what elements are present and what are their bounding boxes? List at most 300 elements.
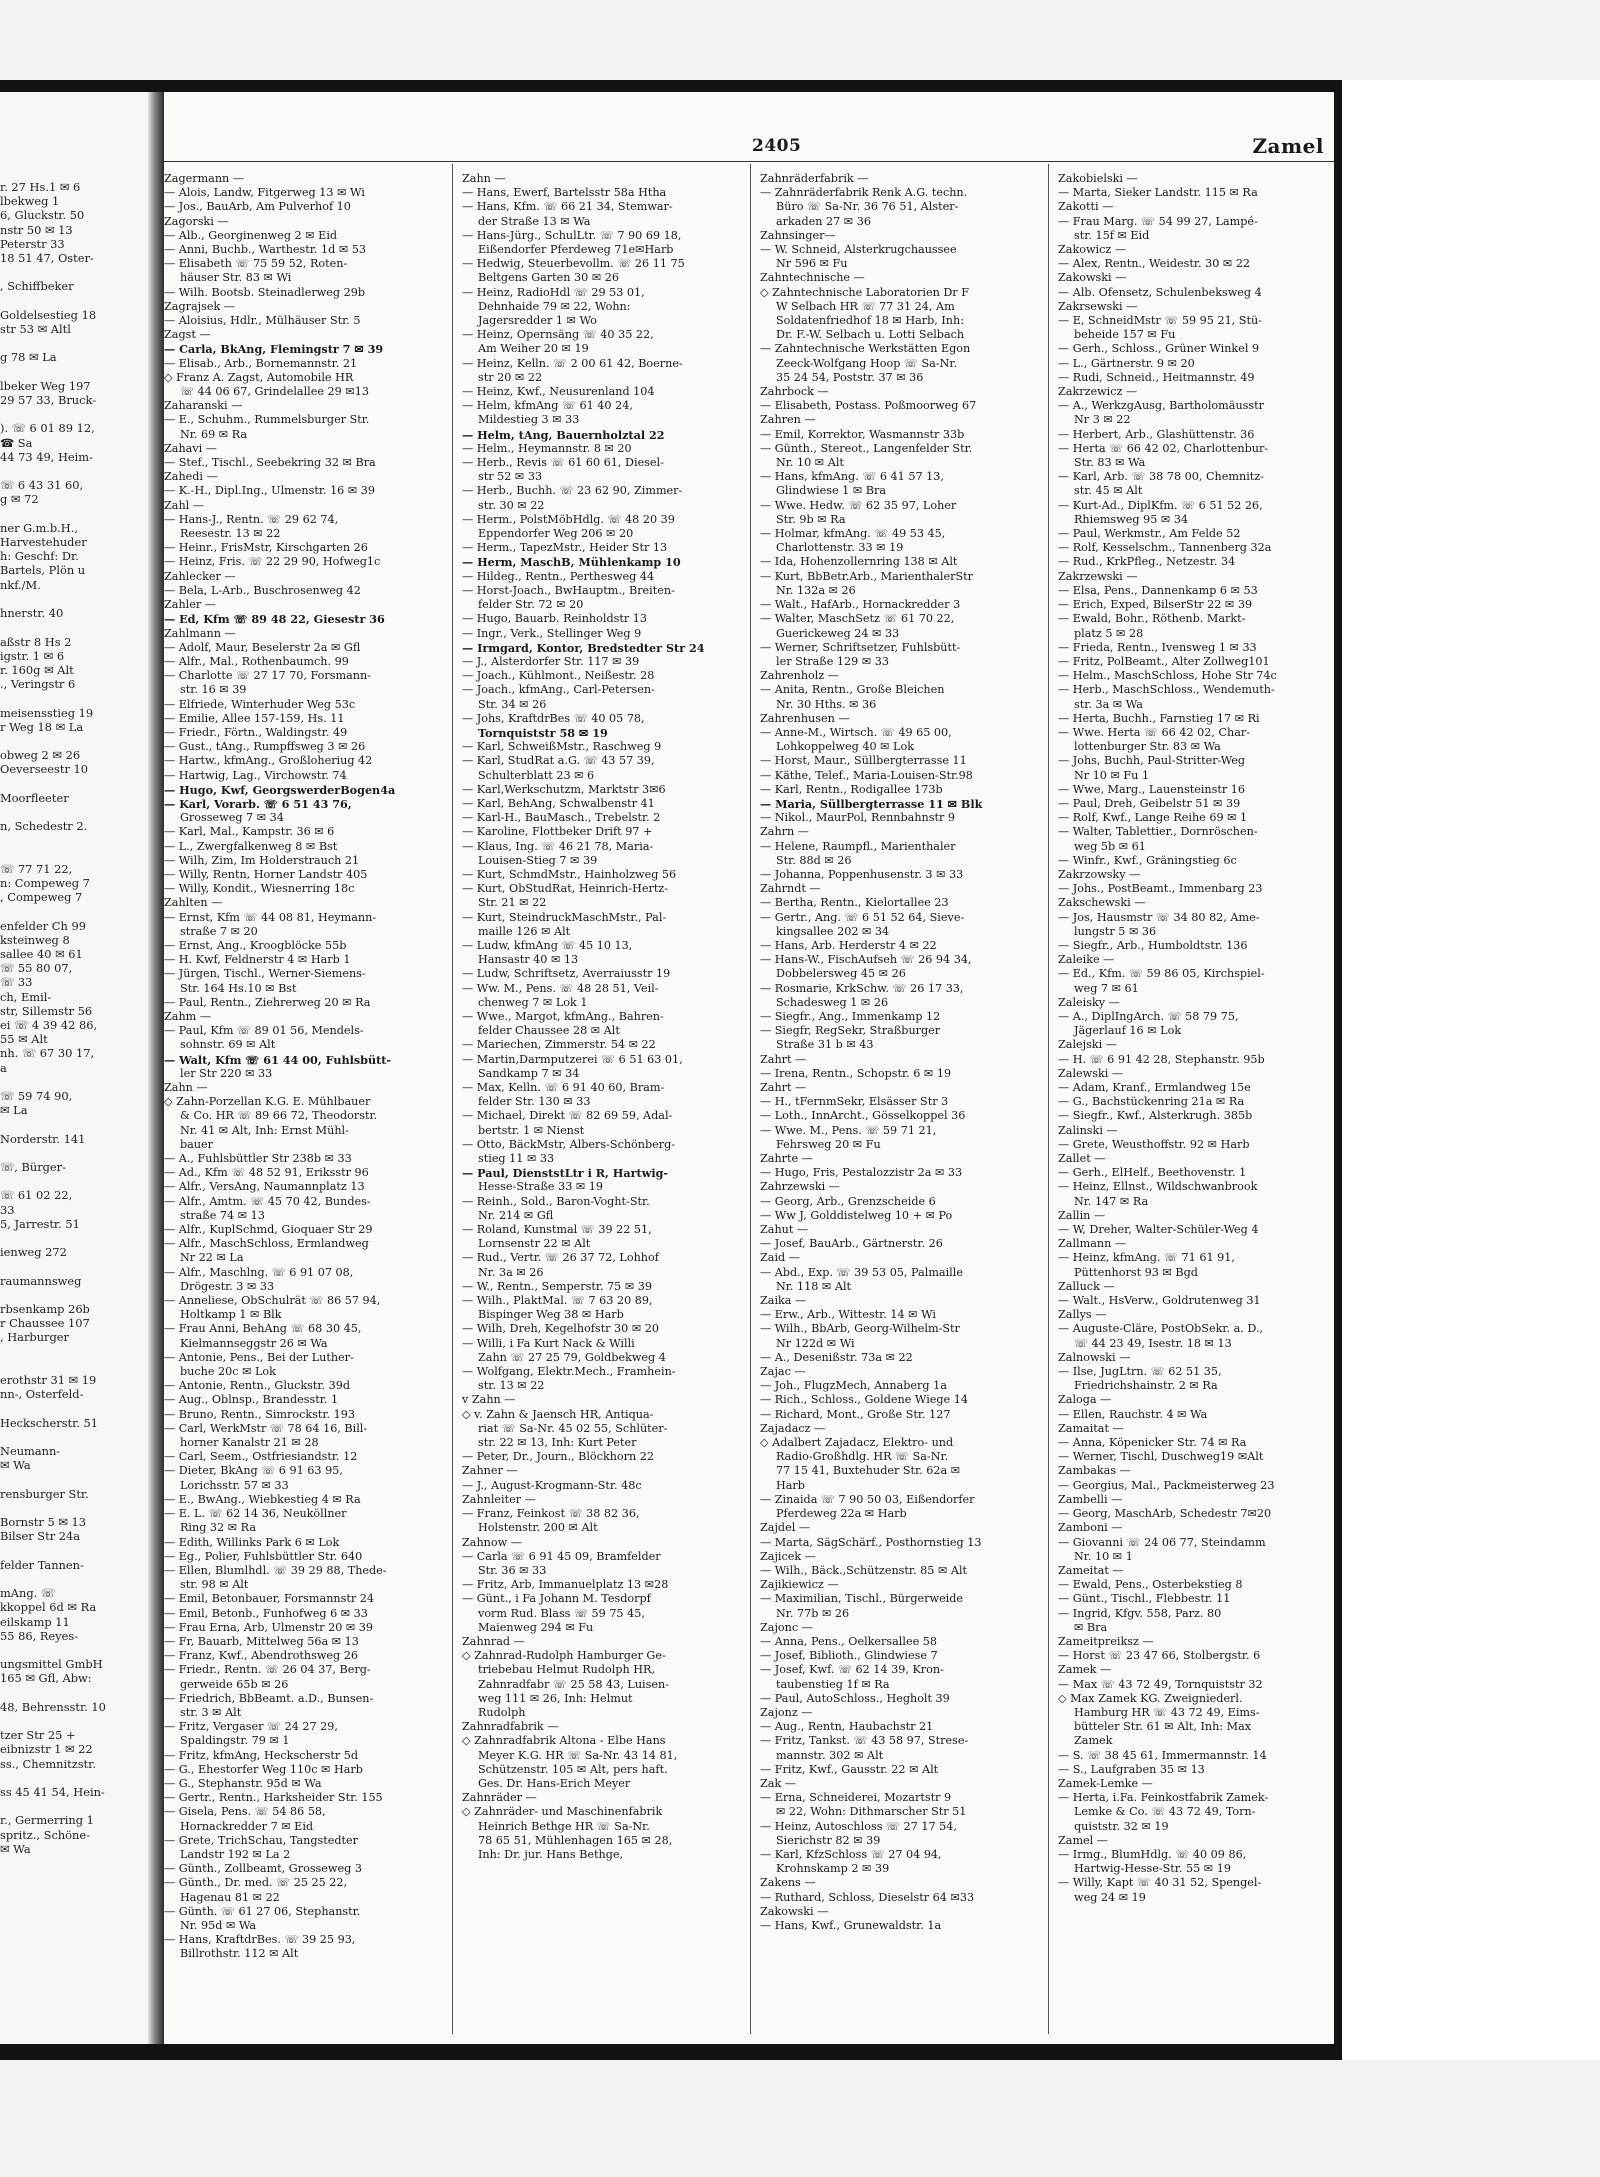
surname-heading: Zaid — bbox=[760, 1251, 800, 1265]
fragment-line: ksteinweg 8 bbox=[0, 932, 70, 947]
directory-entry-line: — Heinz, Ellnst., Wildschwanbrook bbox=[1058, 1180, 1258, 1194]
directory-entry-line: Nr 22 ✉ La bbox=[180, 1251, 244, 1265]
directory-entry-line: — Georg, MaschArb, Schedestr 7✉20 bbox=[1058, 1507, 1272, 1521]
directory-entry-line: — Johs, Buchh, Paul-Stritter-Weg bbox=[1058, 754, 1246, 768]
directory-entry-line: Bispinger Weg 38 ✉ Harb bbox=[478, 1308, 624, 1322]
directory-entry-line: — Irmg., BlumHdlg. ☏ 40 09 86, bbox=[1058, 1847, 1247, 1861]
directory-entry-line: — Carl, Seem., Ostfriesiandstr. 12 bbox=[164, 1450, 358, 1464]
fragment-line: Goldelsestieg 18 bbox=[0, 307, 97, 322]
surname-heading: Zakrzewicz — bbox=[1058, 385, 1138, 399]
directory-entry-line: — Günth. ☏ 61 27 06, Stephanstr. bbox=[164, 1904, 361, 1918]
directory-entry-line: — Hans, kfmAng. ☏ 6 41 57 13, bbox=[760, 470, 944, 484]
directory-entry-line: — Emilie, Allee 157-159, Hs. 11 bbox=[164, 711, 345, 725]
directory-entry-line: — E., Schuhm., Rummelsburger Str. bbox=[164, 413, 370, 427]
directory-entry-line: — Joach., kfmAng., Carl-Petersen- bbox=[462, 683, 655, 697]
directory-entry-line: — Klaus, Ing. ☏ 46 21 78, Maria- bbox=[462, 839, 654, 853]
directory-entry-line: — J., August-Krogmann-Str. 48c bbox=[462, 1478, 642, 1492]
directory-entry-line: str 52 ✉ 33 bbox=[478, 470, 543, 484]
directory-entry-line: — K.-H., Dipl.Ing., Ulmenstr. 16 ✉ 39 bbox=[164, 484, 376, 498]
directory-entry-line: — Maria, Süllbergterrasse 11 ✉ Blk bbox=[760, 796, 983, 811]
directory-entry-line: — Hugo, Fris, Pestalozzistr 2a ✉ 33 bbox=[760, 1166, 963, 1180]
surname-heading: Zajicek — bbox=[760, 1549, 816, 1563]
directory-entry-line: — Erw., Arb., Wittestr. 14 ✉ Wi bbox=[760, 1308, 936, 1322]
surname-heading: Zahnradfabrik — bbox=[462, 1720, 559, 1734]
directory-entry-line: — Ed, Kfm ☏ 89 48 22, Giesestr 36 bbox=[164, 612, 385, 627]
surname-heading: Zakens — bbox=[760, 1876, 816, 1890]
fragment-line: Harvestehuder bbox=[0, 535, 87, 550]
directory-entry-line: — Ed., Kfm. ☏ 59 86 05, Kirchspiel- bbox=[1058, 967, 1265, 981]
directory-entry-line: Str. 164 Hs.10 ✉ Bst bbox=[180, 981, 297, 995]
directory-entry-line: häuser Str. 83 ✉ Wi bbox=[180, 271, 292, 285]
directory-entry-line: — Anna, Köpenicker Str. 74 ✉ Ra bbox=[1058, 1436, 1247, 1450]
surname-heading: Zajac — bbox=[760, 1365, 806, 1379]
directory-entry-line: — Roland, Kunstmal ☏ 39 22 51, bbox=[462, 1223, 652, 1237]
directory-entry-line: Radio-Großhdlg. HR ☏ Sa-Nr. bbox=[776, 1450, 949, 1464]
surname-heading: Zahren — bbox=[760, 413, 816, 427]
directory-entry-line: — Ingr., Verk., Stellinger Weg 9 bbox=[462, 626, 642, 640]
directory-entry-line: — Alfr., Maschlng. ☏ 6 91 07 08, bbox=[164, 1265, 354, 1279]
surname-heading: Zahnrad — bbox=[462, 1634, 525, 1648]
directory-entry-line: Str. 34 ✉ 26 bbox=[478, 697, 547, 711]
fragment-line bbox=[0, 833, 148, 847]
directory-entry-line: — G., Stephanstr. 95d ✉ Wa bbox=[164, 1776, 322, 1790]
directory-entry-line: — Gertr., Ang. ☏ 6 51 52 64, Sieve- bbox=[760, 910, 965, 924]
directory-entry-line: Soldatenfriedhof 18 ✉ Harb, Inh: bbox=[776, 314, 964, 328]
surname-heading: Zallin — bbox=[1058, 1208, 1106, 1222]
directory-entry-line: — Karl, BehAng, Schwalbenstr 41 bbox=[462, 796, 655, 810]
directory-entry-line: Friedrichshainstr. 2 ✉ Ra bbox=[1074, 1379, 1218, 1393]
directory-entry-line: Str. 9b ✉ Ra bbox=[776, 512, 846, 526]
directory-entry-line: platz 5 ✉ 28 bbox=[1074, 626, 1144, 640]
directory-entry-line: Grosseweg 7 ✉ 34 bbox=[180, 811, 284, 825]
directory-entry-line: — Max, Kelln. ☏ 6 91 40 60, Bram- bbox=[462, 1081, 665, 1094]
fragment-line: meisensstieg 19 bbox=[0, 705, 94, 720]
directory-entry-line: — Joach., Kühlmont., Neißestr. 28 bbox=[462, 669, 655, 683]
fragment-line: 5, Jarrestr. 51 bbox=[0, 1216, 80, 1231]
fragment-line bbox=[0, 805, 148, 819]
surname-heading: Zak — bbox=[760, 1776, 796, 1790]
directory-entry-line: — Friedrich, BbBeamt. a.D., Bunsen- bbox=[164, 1691, 374, 1705]
fragment-line: r Chaussee 107 bbox=[0, 1316, 90, 1331]
directory-entry-line: Hesse-Straße 33 ✉ 19 bbox=[478, 1180, 604, 1194]
directory-entry-line: Nr. 30 Hths. ✉ 36 bbox=[776, 697, 877, 711]
surname-heading: Zalnowski — bbox=[1058, 1350, 1131, 1364]
directory-entry-line: — Ernst, Ang., Kroogblöcke 55b bbox=[164, 938, 347, 952]
directory-entry-line: — Paul, Kfm ☏ 89 01 56, Mendels- bbox=[164, 1024, 364, 1038]
fragment-line: ☎ Sa bbox=[0, 435, 33, 450]
directory-entry-line: — Rosmarie, KrkSchw. ☏ 26 17 33, bbox=[760, 981, 964, 995]
directory-entry-line: — Walter, Tablettier., Dornröschen- bbox=[1058, 825, 1258, 839]
directory-entry-line: — Willy, Rentn, Horner Landstr 405 bbox=[164, 867, 368, 881]
fragment-line bbox=[0, 1686, 148, 1700]
directory-entry-line: — Gerh., ElHelf., Beethovenstr. 1 bbox=[1058, 1166, 1247, 1180]
scan-bottom-margin bbox=[0, 2060, 1600, 2177]
directory-entry-line: Nr. 41 ✉ Alt, Inh: Ernst Mühl- bbox=[180, 1123, 349, 1137]
directory-entry-line: — Frau Erna, Arb, Ulmenstr 20 ✉ 39 bbox=[164, 1620, 374, 1634]
surname-heading: Zahm — bbox=[164, 1009, 212, 1023]
directory-entry-line: — Fritz, Tankst. ☏ 43 58 97, Strese- bbox=[760, 1734, 969, 1748]
directory-entry-line: — S. ☏ 38 45 61, Immermannstr. 14 bbox=[1058, 1748, 1267, 1762]
directory-entry-line: vorm Rud. Blass ☏ 59 75 45, bbox=[478, 1606, 645, 1620]
fragment-line bbox=[0, 1401, 148, 1415]
directory-entry-line: — Alois, Landw, Fitgerweg 13 ✉ Wi bbox=[164, 186, 365, 200]
directory-entry-line: — Ww J, Golddistelweg 10 + ✉ Po bbox=[760, 1208, 953, 1222]
directory-entry-line: — Anne-M., Wirtsch. ☏ 49 65 00, bbox=[760, 725, 952, 739]
directory-entry-line: — Bertha, Rentn., Kielortallee 23 bbox=[760, 896, 949, 910]
directory-entry-line: — Ad., Kfm ☏ 48 52 91, Eriksstr 96 bbox=[164, 1166, 369, 1180]
directory-entry-line: weg 111 ✉ 26, Inh: Helmut bbox=[478, 1691, 633, 1705]
directory-entry-line: Dr. F.-W. Selbach u. Lotti Selbach bbox=[776, 328, 965, 342]
directory-entry-line: Jägerlauf 16 ✉ Lok bbox=[1074, 1024, 1182, 1038]
directory-entry-line: — Hans-J., Rentn. ☏ 29 62 74, bbox=[164, 512, 339, 526]
directory-entry-line: — H. ☏ 6 91 42 28, Stephanstr. 95b bbox=[1058, 1052, 1265, 1066]
fragment-line: r Weg 18 ✉ La bbox=[0, 719, 84, 734]
directory-entry-line: mannstr. 302 ✉ Alt bbox=[776, 1748, 884, 1762]
directory-entry-line: — Alex, Rentn., Weidestr. 30 ✉ 22 bbox=[1058, 257, 1251, 271]
directory-entry-line: ☏ 44 06 67, Grindelallee 29 ✉13 bbox=[180, 385, 369, 399]
fragment-line bbox=[0, 1771, 148, 1785]
directory-entry-line: — Hildeg., Rentn., Perthesweg 44 bbox=[462, 569, 655, 583]
directory-entry-line: — Friedr., Förtn., Waldingstr. 49 bbox=[164, 725, 348, 739]
directory-entry-line: — Karl, SchweißMstr., Raschweg 9 bbox=[462, 740, 662, 754]
directory-entry-line: str. 16 ✉ 39 bbox=[180, 683, 247, 697]
fragment-line: 29 57 33, Bruck- bbox=[0, 393, 97, 408]
surname-heading: v Zahn — bbox=[462, 1393, 516, 1407]
directory-entry-line: Beltgens Garten 30 ✉ 26 bbox=[478, 271, 619, 285]
directory-entry-line: sohnstr. 69 ✉ Alt bbox=[180, 1038, 276, 1052]
directory-entry-line: — Grete, Weusthoffstr. 92 ✉ Harb bbox=[1058, 1137, 1250, 1151]
directory-entry-line: Hansastr 40 ✉ 13 bbox=[478, 953, 579, 967]
directory-entry-line: — Jürgen, Tischl., Werner-Siemens- bbox=[164, 967, 366, 981]
directory-entry-line: Jagersredder 1 ✉ Wo bbox=[478, 314, 597, 328]
directory-entry-line: — Winfr., Kwf., Gräningstieg 6c bbox=[1058, 853, 1237, 867]
fragment-line: igstr. 1 ✉ 6 bbox=[0, 648, 65, 663]
surname-heading: Zaharanski — bbox=[164, 399, 243, 413]
directory-entry-line: — Werner, Tischl, Duschweg19 ✉Alt bbox=[1058, 1450, 1264, 1464]
directory-entry-line: — Hans, Kwf., Grunewaldstr. 1a bbox=[760, 1918, 942, 1932]
surname-heading: Zahlten — bbox=[164, 896, 223, 910]
directory-entry-line: — Charlotte ☏ 27 17 70, Forsmann- bbox=[164, 669, 371, 683]
directory-entry-line: — Siegfr., Kwf., Alsterkrugh. 385b bbox=[1058, 1109, 1253, 1123]
fragment-line bbox=[0, 1501, 148, 1515]
fragment-line bbox=[0, 620, 148, 634]
directory-entry-line: — Paul, DienststLtr i R, Hartwig- bbox=[462, 1166, 669, 1181]
directory-entry-line: — Günth., Zollbeamt, Grosseweg 3 bbox=[164, 1862, 362, 1876]
fragment-line: 165 ✉ Gfl, Abw: bbox=[0, 1671, 92, 1686]
directory-entry-line: — Heinz, Fris. ☏ 22 29 90, Hofweg1c bbox=[164, 555, 381, 569]
surname-heading: Zallmann — bbox=[1058, 1237, 1127, 1251]
directory-entry-line: str. 98 ✉ Alt bbox=[180, 1578, 249, 1592]
fragment-line: aßstr 8 Hs 2 bbox=[0, 634, 72, 649]
surname-heading: Zallet — bbox=[1058, 1152, 1106, 1166]
directory-page bbox=[164, 92, 1334, 2044]
fragment-line: n: Compeweg 7 bbox=[0, 875, 90, 890]
directory-entry-line: Krohnskamp 2 ✉ 39 bbox=[776, 1862, 890, 1876]
directory-entry-line: — Helm, kfmAng ☏ 61 40 24, bbox=[462, 399, 633, 413]
directory-entry-line: Holstenstr. 200 ✉ Alt bbox=[478, 1521, 598, 1535]
directory-entry-line: str. 22 ✉ 13, Inh: Kurt Peter bbox=[478, 1436, 637, 1450]
directory-entry-line: horner Kanalstr 21 ✉ 28 bbox=[180, 1436, 319, 1450]
directory-entry-line: — Rich., Schloss., Goldene Wiege 14 bbox=[760, 1393, 968, 1407]
directory-entry-line: stieg 11 ✉ 33 bbox=[478, 1152, 555, 1166]
directory-entry-line: — Wilh., PlaktMal. ☏ 7 63 20 89, bbox=[462, 1294, 653, 1308]
directory-entry-line: — Gust., tAng., Rumpffsweg 3 ✉ 26 bbox=[164, 740, 366, 754]
fragment-line: a bbox=[0, 1060, 7, 1075]
directory-entry-line: — Jos., BauArb, Am Pulverhof 10 bbox=[164, 200, 351, 214]
fragment-line: enfelder Ch 99 bbox=[0, 918, 86, 933]
directory-entry-line: — Kurt, BbBetr.Arb., MarienthalerStr bbox=[760, 569, 973, 583]
directory-entry-line: str. 15f ✉ Eid bbox=[1074, 228, 1150, 242]
directory-entry-line: beheide 157 ✉ Fu bbox=[1074, 328, 1176, 342]
directory-entry-line: — Elsa, Pens., Dannenkamp 6 ✉ 53 bbox=[1058, 583, 1258, 597]
fragment-line: mAng. ☏ bbox=[0, 1586, 56, 1601]
directory-entry-line: — Ludw, Schriftsetz, Averraiusstr 19 bbox=[462, 967, 671, 981]
directory-entry-line: — Wilh, Dreh, Kegelhofstr 30 ✉ 20 bbox=[462, 1322, 659, 1336]
directory-entry-line: — Wwe. M., Pens. ☏ 59 71 21, bbox=[760, 1123, 937, 1137]
directory-entry-line: Schadesweg 1 ✉ 26 bbox=[776, 995, 889, 1009]
directory-entry-line: — Kurt-Ad., DiplKfm. ☏ 6 51 52 26, bbox=[1058, 498, 1263, 512]
left-page-fragment bbox=[0, 92, 148, 2044]
directory-entry-line: Heinrich Bethge HR ☏ Sa-Nr. bbox=[478, 1819, 650, 1833]
directory-entry-line: — A., WerkzgAusg, Bartholomäusstr bbox=[1058, 399, 1264, 413]
directory-entry-line: Hartwig-Hesse-Str. 55 ✉ 19 bbox=[1074, 1862, 1231, 1876]
fragment-line: kkoppel 6d ✉ Ra bbox=[0, 1600, 97, 1615]
surname-heading: Zameitpreiksz — bbox=[1058, 1634, 1154, 1648]
fragment-line: , Compeweg 7 bbox=[0, 890, 83, 905]
directory-entry-line: — Holmar, kfmAng. ☏ 49 53 45, bbox=[760, 527, 946, 541]
fragment-line: ., Veringstr 6 bbox=[0, 677, 76, 692]
directory-entry-line: Lorichsstr. 57 ✉ 33 bbox=[180, 1478, 289, 1492]
surname-heading: Zahnsinger— bbox=[760, 228, 836, 242]
directory-entry-line: Nr. 3a ✉ 26 bbox=[478, 1265, 544, 1279]
fragment-line: ner G.m.b.H., bbox=[0, 520, 78, 535]
fragment-line: rbsenkamp 26b bbox=[0, 1302, 90, 1317]
surname-heading: Zahrzewski — bbox=[760, 1180, 840, 1194]
directory-entry-line: — Willy, Kondit., Wiesnerring 18c bbox=[164, 882, 355, 896]
surname-heading: Zaleike — bbox=[1058, 953, 1115, 967]
surname-heading: Zamek — bbox=[1058, 1663, 1112, 1677]
fragment-line: lbekweg 1 bbox=[0, 194, 60, 209]
directory-entry-line: — Carl, WerkMstr ☏ 78 64 16, Bill- bbox=[164, 1421, 368, 1435]
surname-heading: Zakrzewski — bbox=[1058, 569, 1138, 583]
directory-entry-line: — Adam, Kranf., Ermlandweg 15e bbox=[1058, 1081, 1251, 1094]
directory-entry-line: — Ruthard, Schloss, Dieselstr 64 ✉33 bbox=[760, 1890, 975, 1904]
directory-entry-line: — Rud., KrkPfleg., Netzestr. 34 bbox=[1058, 555, 1236, 569]
fragment-line: nkf./M. bbox=[0, 577, 41, 592]
directory-entry-line: — Karoline, Flottbeker Drift 97 + bbox=[462, 825, 653, 839]
left-page-text bbox=[0, 92, 148, 1856]
directory-entry-line: — Rudi, Schneid., Heitmannstr. 49 bbox=[1058, 370, 1255, 384]
directory-entry-line: Nr. 95d ✉ Wa bbox=[180, 1918, 257, 1932]
directory-entry-line: Straße 31 b ✉ 43 bbox=[776, 1038, 874, 1052]
surname-heading: Zagrajsek — bbox=[164, 299, 235, 313]
directory-entry-line: — Hugo, Kwf, GeorgswerderBogen4a bbox=[164, 782, 396, 797]
directory-entry-line: — A., Fuhlsbüttler Str 238b ✉ 33 bbox=[164, 1152, 352, 1166]
fragment-line: 55 86, Reyes- bbox=[0, 1628, 79, 1643]
directory-entry-line: — Max ☏ 43 72 49, Tornquiststr 32 bbox=[1058, 1677, 1263, 1691]
directory-entry-line: — Frau Marg. ☏ 54 99 27, Lampé- bbox=[1058, 214, 1258, 228]
fragment-line: 44 73 49, Heim- bbox=[0, 449, 93, 464]
directory-entry-line: — Helm, tAng, Bauernholztal 22 bbox=[462, 427, 665, 442]
fragment-line bbox=[0, 1472, 148, 1486]
directory-entry-line: — Dieter, BkAng ☏ 6 91 63 95, bbox=[164, 1464, 343, 1478]
directory-entry-line: — A., DiplIngArch. ☏ 58 79 75, bbox=[1058, 1009, 1239, 1023]
directory-entry-line: — Ilse, JugLtrn. ☏ 62 51 35, bbox=[1058, 1365, 1222, 1379]
fragment-line bbox=[0, 1643, 148, 1657]
directory-entry-line: — Maximilian, Tischl., Bürgerweide bbox=[760, 1592, 964, 1606]
directory-entry-line: — Herbert, Arb., Glashüttenstr. 36 bbox=[1058, 427, 1255, 441]
surname-heading: Zahlmann — bbox=[164, 626, 236, 640]
directory-entry-line: — Heinz, Kwf., Neusurenland 104 bbox=[462, 385, 655, 399]
directory-entry-line: — Walt., HafArb., Hornackredder 3 bbox=[760, 598, 961, 612]
directory-entry-line: — Bela, L-Arb., Buschrosenweg 42 bbox=[164, 583, 361, 597]
directory-entry-line: Nr. 77b ✉ 26 bbox=[776, 1606, 850, 1620]
surname-heading: Zamaitat — bbox=[1058, 1421, 1124, 1435]
directory-entry-line: Charlottenstr. 33 ✉ 19 bbox=[776, 541, 904, 555]
surname-heading: Zajonz — bbox=[760, 1705, 813, 1719]
fragment-line bbox=[0, 592, 148, 606]
directory-entry-line: — Emil, Korrektor, Wasmannstr 33b bbox=[760, 427, 965, 441]
surname-heading: Zakobielski — bbox=[1058, 172, 1138, 185]
directory-entry-line: Nr. 132a ✉ 26 bbox=[776, 583, 856, 597]
directory-entry-line: — Wwe., Margot, kfmAng., Bahren- bbox=[462, 1009, 664, 1023]
directory-entry-line: — Zahnräderfabrik Renk A.G. techn. bbox=[760, 186, 968, 200]
directory-entry-line: — Josef, Biblioth., Glindwiese 7 bbox=[760, 1649, 938, 1663]
directory-entry-line: — Alfr., KuplSchmd, Gioquaer Str 29 bbox=[164, 1223, 373, 1237]
directory-entry-line: — Hans, Ewerf, Bartelsstr 58a Htha bbox=[462, 186, 667, 200]
surname-heading: Zagermann — bbox=[164, 172, 245, 185]
fragment-line: raumannsweg bbox=[0, 1273, 82, 1288]
directory-entry-line: — Fritz, Arb, Immanuelplatz 13 ✉28 bbox=[462, 1578, 669, 1592]
directory-entry-line: — Ww. M., Pens. ☏ 48 28 51, Veil- bbox=[462, 981, 659, 995]
fragment-line: ☏ 61 02 22, bbox=[0, 1188, 73, 1203]
directory-entry-line: — Günt., Tischl., Flebbestr. 11 bbox=[1058, 1592, 1231, 1606]
directory-entry-line: — Käthe, Telef., Maria-Louisen-Str.98 bbox=[760, 768, 973, 782]
directory-entry-line: — E., BwAng., Wiebkestieg 4 ✉ Ra bbox=[164, 1492, 361, 1506]
directory-entry-line: — E. L. ☏ 62 14 36, Neuköllner bbox=[164, 1507, 347, 1521]
directory-entry-line: — Emil, Betonbauer, Forsmannstr 24 bbox=[164, 1592, 374, 1606]
surname-heading: Zahrndt — bbox=[760, 882, 821, 896]
directory-entry-line: — Frieda, Rentn., Ivensweg 1 ✉ 33 bbox=[1058, 640, 1257, 654]
directory-entry-line: — Fritz, PolBeamt., Alter Zollweg101 bbox=[1058, 654, 1270, 668]
directory-entry-line: — Josef, Kwf. ☏ 62 14 39, Kron- bbox=[760, 1663, 944, 1677]
directory-entry-line: chenweg 7 ✉ Lok 1 bbox=[478, 995, 588, 1009]
fragment-line: rensburger Str. bbox=[0, 1486, 89, 1501]
directory-entry-line: Eißendorfer Pferdeweg 71e✉Harb bbox=[478, 243, 674, 257]
fragment-line: ☏ 59 74 90, bbox=[0, 1089, 73, 1103]
fragment-line: ✉ Wa bbox=[0, 1841, 31, 1856]
fragment-line: 48, Behrensstr. 10 bbox=[0, 1699, 106, 1714]
directory-entry-line: — Karl,Werkschutzm, Marktstr 3✉6 bbox=[462, 782, 666, 796]
directory-entry-line: — H., tFernmSekr, Elsässer Str 3 bbox=[760, 1095, 949, 1109]
directory-entry-line: str. 3 ✉ Alt bbox=[180, 1705, 242, 1719]
directory-entry-line: — Hans, KraftdrBes. ☏ 39 25 93, bbox=[164, 1933, 356, 1947]
fragment-line bbox=[0, 777, 148, 791]
fragment-line: r., Germerring 1 bbox=[0, 1813, 94, 1828]
fragment-line: eibnizstr 1 ✉ 22 bbox=[0, 1742, 93, 1757]
directory-entry-line: — Paul, Rentn., Ziehrerweg 20 ✉ Ra bbox=[164, 995, 371, 1009]
directory-entry-line: — Ida, Hohenzollernring 138 ✉ Alt bbox=[760, 555, 958, 569]
directory-entry-line: — Horst-Joach., BwHauptm., Breiten- bbox=[462, 583, 675, 597]
fragment-line: lbeker Weg 197 bbox=[0, 378, 91, 393]
directory-entry-line: — Paul, Dreh, Geibelstr 51 ✉ 39 bbox=[1058, 796, 1241, 810]
directory-entry-line: — Horst, Maur., Süllbergterrasse 11 bbox=[760, 754, 967, 768]
directory-entry-line: — Emil, Betonb., Funhofweg 6 ✉ 33 bbox=[164, 1606, 368, 1620]
directory-column-3 bbox=[760, 172, 1040, 1933]
directory-entry-line: — Irena, Rentn., Schopstr. 6 ✉ 19 bbox=[760, 1066, 952, 1080]
directory-entry-line: — Wolfgang, Elektr.Mech., Framhein- bbox=[462, 1365, 676, 1379]
surname-heading: Zahavi — bbox=[164, 441, 217, 455]
fragment-line: Bilser Str 24a bbox=[0, 1529, 81, 1544]
directory-entry-line: — Anni, Buchb., Warthestr. 1d ✉ 53 bbox=[164, 243, 366, 257]
directory-entry-line: ler Straße 129 ✉ 33 bbox=[776, 654, 890, 668]
directory-entry-line: Louisen-Stieg 7 ✉ 39 bbox=[478, 853, 598, 867]
directory-entry-line: — Kurt, SteindruckMaschMstr., Pal- bbox=[462, 910, 667, 924]
directory-entry-line: — Stef., Tischl., Seebekring 32 ✉ Bra bbox=[164, 456, 376, 470]
fragment-line: Peterstr 33 bbox=[0, 236, 65, 251]
directory-entry-line: — Mariechen, Zimmerstr. 54 ✉ 22 bbox=[462, 1038, 656, 1052]
directory-entry-line: Harb bbox=[776, 1478, 805, 1492]
directory-entry-line: — Ludw, kfmAng ☏ 45 10 13, bbox=[462, 938, 633, 952]
surname-heading: Zamek-Lemke — bbox=[1058, 1776, 1153, 1790]
surname-heading: Zambakas — bbox=[1058, 1464, 1131, 1478]
directory-entry-line: — Reinh., Sold., Baron-Voght-Str. bbox=[462, 1194, 650, 1208]
directory-entry-line: — Erna, Schneiderei, Mozartstr 9 bbox=[760, 1791, 952, 1805]
directory-entry-line: felder Str. 72 ✉ 20 bbox=[478, 598, 584, 612]
directory-entry-line: — E, SchneidMstr ☏ 59 95 21, Stü- bbox=[1058, 314, 1262, 328]
directory-entry-line: — Werner, Schriftsetzer, Fuhlsbütt- bbox=[760, 640, 961, 654]
directory-entry-line: — Willi, i Fa Kurt Nack & Willi bbox=[462, 1336, 635, 1350]
directory-entry-line: — Alfr., VersAng, Naumannplatz 13 bbox=[164, 1180, 365, 1194]
directory-entry-line: — Ellen, Rauchstr. 4 ✉ Wa bbox=[1058, 1407, 1208, 1421]
directory-entry-line: — Kurt, ObStudRat, Heinrich-Hertz- bbox=[462, 882, 669, 896]
directory-entry-line: — Karl, KfzSchloss ☏ 27 04 94, bbox=[760, 1847, 942, 1861]
directory-entry-line: — Anita, Rentn., Große Bleichen bbox=[760, 683, 945, 697]
directory-entry-line: — Hans, Kfm. ☏ 66 21 34, Stemwar- bbox=[462, 200, 673, 214]
directory-entry-line: — Rolf, Kesselschm., Tannenberg 32a bbox=[1058, 541, 1272, 555]
directory-entry-line: — Elisabeth, Postass. Poßmoorweg 67 bbox=[760, 399, 977, 413]
directory-entry-line: Nr. 147 ✉ Ra bbox=[1074, 1194, 1149, 1208]
surname-heading: Zakrzowsky — bbox=[1058, 867, 1141, 881]
directory-entry-line: ☏ 44 23 49, Isestr. 18 ✉ 13 bbox=[1074, 1336, 1232, 1350]
directory-entry-line: bertstr. 1 ✉ Nienst bbox=[478, 1123, 585, 1137]
directory-entry-line: — Fritz, kfmAng, Heckscherstr 5d bbox=[164, 1748, 359, 1762]
fragment-line bbox=[0, 1345, 148, 1359]
directory-entry-line: — L., Zwergfalkenweg 8 ✉ Bst bbox=[164, 839, 338, 853]
directory-column-2 bbox=[462, 172, 742, 1862]
directory-entry-line: — W, Dreher, Walter-Schüler-Weg 4 bbox=[1058, 1223, 1259, 1237]
directory-entry-line: — Heinz, Autoschloss ☏ 27 17 54, bbox=[760, 1819, 957, 1833]
directory-entry-line: weg 7 ✉ 61 bbox=[1074, 981, 1139, 995]
directory-entry-line: Nr. 69 ✉ Ra bbox=[180, 427, 248, 441]
directory-entry-line: — Wilh., BbArb, Georg-Wilhelm-Str bbox=[760, 1322, 960, 1336]
directory-entry-line: quiststr. 32 ✉ 19 bbox=[1074, 1819, 1169, 1833]
fragment-line: erothstr 31 ✉ 19 bbox=[0, 1373, 97, 1388]
directory-entry-line: — Ewald, Pens., Osterbekstieg 8 bbox=[1058, 1578, 1243, 1592]
fragment-line bbox=[0, 734, 148, 748]
surname-heading: Zahntechnische — bbox=[760, 271, 865, 285]
fragment-line bbox=[0, 1174, 148, 1188]
fragment-line: spritz., Schöne- bbox=[0, 1827, 90, 1842]
fragment-line: , Schiffbeker bbox=[0, 279, 74, 294]
fragment-line: g ✉ 72 bbox=[0, 492, 39, 507]
fragment-line: ungsmittel GmbH bbox=[0, 1657, 103, 1672]
directory-entry-line: Nr. 10 ✉ Alt bbox=[776, 456, 844, 470]
directory-entry-line: — Helene, Raumpfl., Marienthaler bbox=[760, 839, 956, 853]
directory-entry-line: 35 24 54, Poststr. 37 ✉ 36 bbox=[776, 370, 924, 384]
directory-entry-line: — Abd., Exp. ☏ 39 53 05, Palmaille bbox=[760, 1265, 963, 1279]
directory-entry-line: — Giovanni ☏ 24 06 77, Steindamm bbox=[1058, 1535, 1266, 1549]
